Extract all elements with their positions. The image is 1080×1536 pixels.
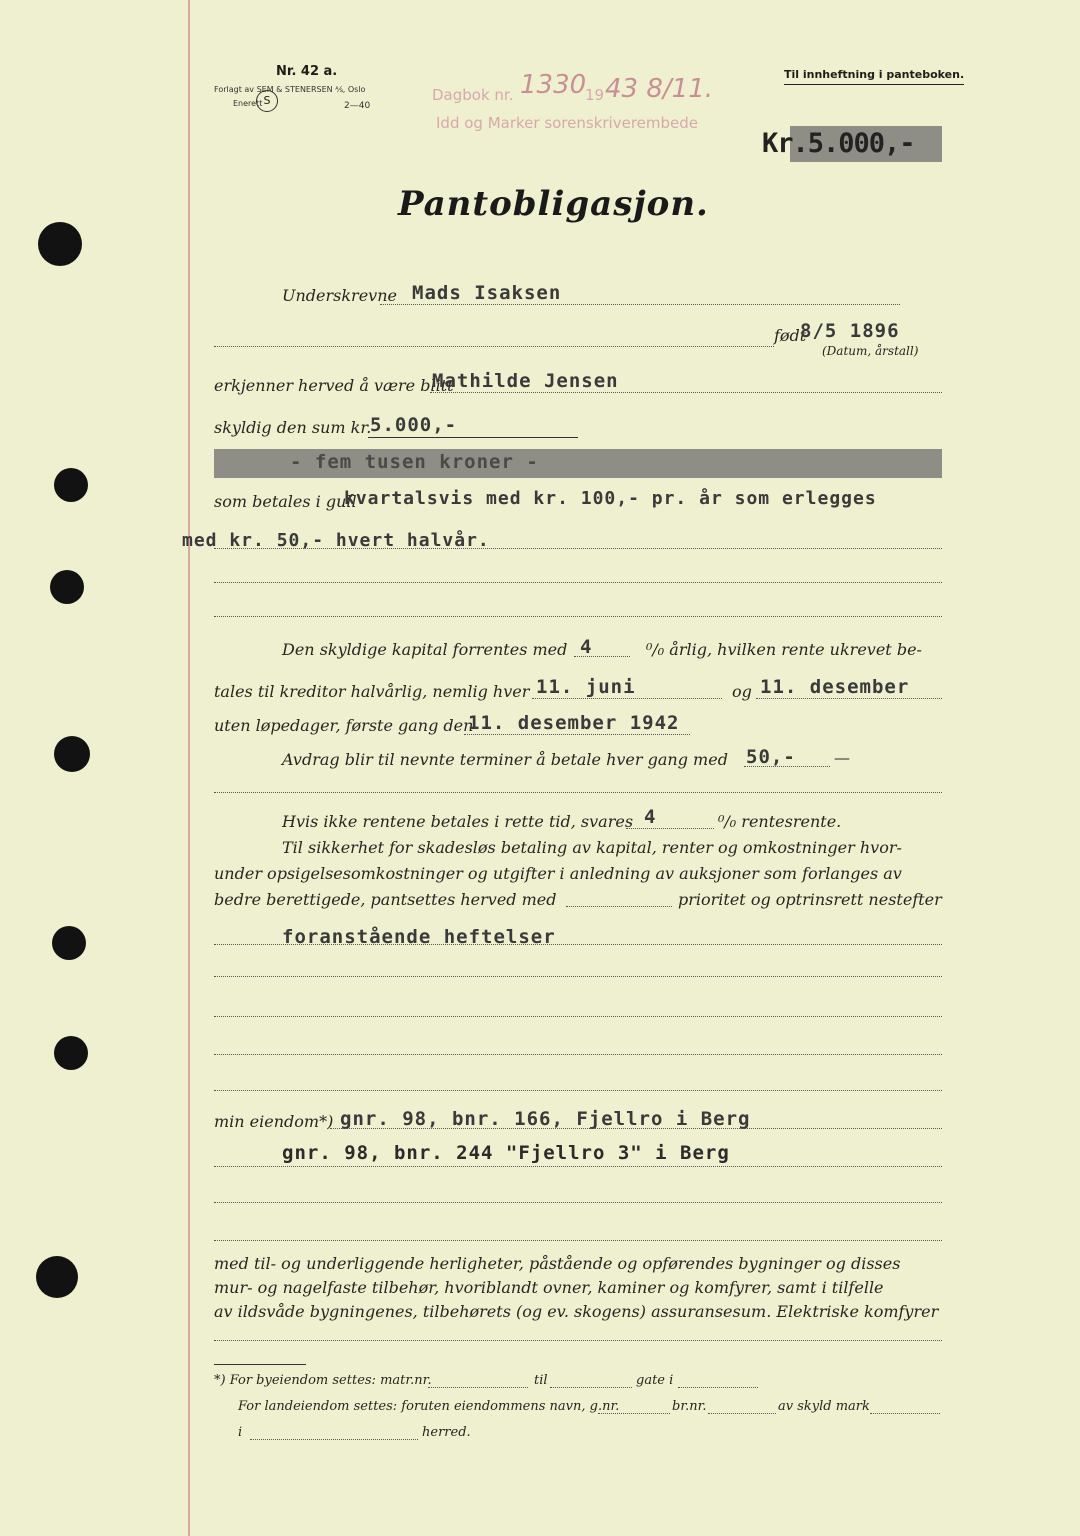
footnote-city-c: gate i — [636, 1373, 674, 1388]
dagbok-number: 1330 — [520, 70, 587, 100]
binder-hole — [54, 1036, 88, 1070]
footnote-rural-c: av skyld mark — [778, 1399, 870, 1414]
late-rate-line — [626, 828, 714, 829]
binder-hole — [36, 1256, 78, 1298]
dagbok-year-prefix: 19 — [585, 86, 605, 104]
dagbok-date: 43 8/11. — [605, 74, 713, 104]
interest-rate-line — [574, 656, 630, 657]
security-text-3a: bedre berettigede, pantsettes herved med — [214, 890, 557, 909]
footnote-rural-line-3 — [870, 1413, 940, 1414]
security-text-2: under opsigelsesomkostninger og utgifter i anledning av auksjoner som forlanges av — [214, 864, 902, 883]
born-label: født — [774, 326, 807, 345]
sum-label: skyldig den sum kr. — [214, 418, 372, 437]
undersigned-value: Mads Isaksen — [412, 282, 562, 304]
payment-line-3 — [214, 616, 942, 617]
installment-line — [744, 766, 830, 767]
closing-text-3: av ildsvåde bygningenes, tilbehørets (og ev. skogens) assuransesum. Elektriske komfyrer — [214, 1302, 939, 1321]
property-value-1: gnr. 98, bnr. 166, Fjellro i Berg — [340, 1108, 751, 1130]
term-2: 11. desember — [760, 676, 910, 698]
footnote-city-line-1 — [428, 1387, 528, 1388]
interest-text-1a: Den skyldige kapital forrentes med — [282, 640, 568, 659]
interest-text-4a: Avdrag blir til nevnte terminer å betale hver gang med — [282, 750, 728, 769]
footnote-city-line-3 — [678, 1387, 758, 1388]
interest-text-5a: Hvis ikke rentene betales i rette tid, svares — [282, 812, 634, 831]
acknowledge-value: Mathilde Jensen — [432, 370, 619, 392]
priority-line-1 — [214, 944, 942, 945]
installment-value: 50,- — [746, 746, 796, 768]
footnote-rural-line-4 — [250, 1439, 418, 1440]
priority-value: foranstående heftelser — [282, 926, 556, 948]
term-1-line — [532, 698, 722, 699]
footnote-city-a: *) For byeiendom settes: matr.nr. — [214, 1373, 432, 1388]
first-date-line — [464, 734, 690, 735]
margin-rule — [188, 0, 190, 1536]
security-text-1: Til sikkerhet for skadesløs betaling av kapital, renter og omkostninger hvor- — [282, 838, 902, 857]
interest-rate: 4 — [580, 636, 593, 658]
interest-text-2b: og — [732, 682, 752, 701]
born-hint: (Datum, årstall) — [822, 344, 919, 358]
publisher-line: Forlagt av SEM & STENERSEN ⅍, Oslo — [214, 85, 366, 94]
form-number: Nr. 42 a. — [276, 64, 338, 79]
footnote-city-b: til — [534, 1373, 548, 1388]
top-right-note: Til innheftning i panteboken. — [784, 68, 964, 85]
court-office-stamp: Idd og Marker sorenskriverembede — [436, 114, 699, 132]
binder-hole — [52, 926, 86, 960]
binder-hole — [38, 222, 82, 266]
footnote-rule — [214, 1364, 306, 1365]
interest-blank-line — [214, 792, 942, 793]
sum-words-value: - fem tusen kroner - — [290, 451, 539, 473]
property-line-4 — [214, 1240, 942, 1241]
page-title: Pantobligasjon. — [398, 184, 709, 224]
payment-label: som betales i gull — [214, 492, 357, 511]
binder-hole — [54, 468, 88, 502]
publisher-enerett: Enerett — [233, 99, 263, 108]
footnote-rural-line-1 — [598, 1413, 670, 1414]
publisher-logo-icon: S — [256, 90, 278, 112]
priority-line-5 — [214, 1090, 942, 1091]
undersigned-label: Underskrevne — [282, 286, 397, 305]
term-1: 11. juni — [536, 676, 636, 698]
payment-value-2: med kr. 50,- hvert halvår. — [182, 530, 490, 551]
footnote-rural-b: br.nr. — [672, 1399, 707, 1414]
priority-line-4 — [214, 1054, 942, 1055]
footnote-rural-e: herred. — [422, 1425, 471, 1440]
priority-line-3 — [214, 1016, 942, 1017]
undersigned-line — [380, 304, 900, 305]
footnote-rural-line-2 — [708, 1413, 776, 1414]
payment-value-1: kvartalsvis med kr. 100,- pr. år som erlegges — [344, 488, 877, 509]
acknowledge-label: erkjenner herved å være blitt — [214, 376, 454, 395]
term-2-line — [756, 698, 942, 699]
closing-line — [214, 1340, 942, 1341]
security-text-3b: prioritet og optrinsrett nestefter — [678, 890, 942, 909]
late-rate: 4 — [644, 806, 657, 828]
born-line — [214, 346, 774, 347]
closing-text-1: med til- og underliggende herligheter, påstående og opførendes bygninger og disses — [214, 1254, 901, 1273]
property-line-1 — [330, 1128, 942, 1129]
form-edition: 2—40 — [344, 101, 371, 111]
closing-text-2: mur- og nagelfaste tilbehør, hvoriblandt ovner, kaminer og komfyrer, samt i tilfelle — [214, 1278, 884, 1297]
priority-line-2 — [214, 976, 942, 977]
born-value: 8/5 1896 — [800, 320, 900, 342]
priority-line — [566, 906, 672, 907]
footnote-rural-d: i — [238, 1425, 243, 1440]
interest-text-5b: ⁰/₀ rentesrente. — [718, 812, 842, 831]
sum-underline — [368, 437, 578, 438]
footnote-rural-a: For landeiendom settes: foruten eiendommens navn, g.nr. — [238, 1399, 620, 1414]
interest-text-3a: uten løpedager, første gang den — [214, 716, 474, 735]
sum-value: 5.000,- — [370, 414, 458, 436]
interest-text-1b: ⁰/₀ årlig, hvilken rente ukrevet be- — [646, 640, 922, 659]
footnote-city-line-2 — [550, 1387, 632, 1388]
binder-hole — [50, 570, 84, 604]
payment-line-2 — [214, 582, 942, 583]
property-value-2: gnr. 98, bnr. 244 "Fjellro 3" i Berg — [282, 1142, 730, 1164]
property-line-3 — [214, 1202, 942, 1203]
dagbok-stamp-label: Dagbok nr. — [432, 86, 514, 104]
property-line-2 — [214, 1166, 942, 1167]
first-date: 11. desember 1942 — [468, 712, 680, 734]
interest-text-2a: tales til kreditor halvårlig, nemlig hver — [214, 682, 530, 701]
acknowledge-line — [430, 392, 942, 393]
amount-box: Kr.5.000,- — [762, 128, 915, 159]
property-label: min eiendom*) — [214, 1112, 334, 1131]
binder-hole — [54, 736, 90, 772]
interest-text-4b: — — [834, 748, 850, 767]
